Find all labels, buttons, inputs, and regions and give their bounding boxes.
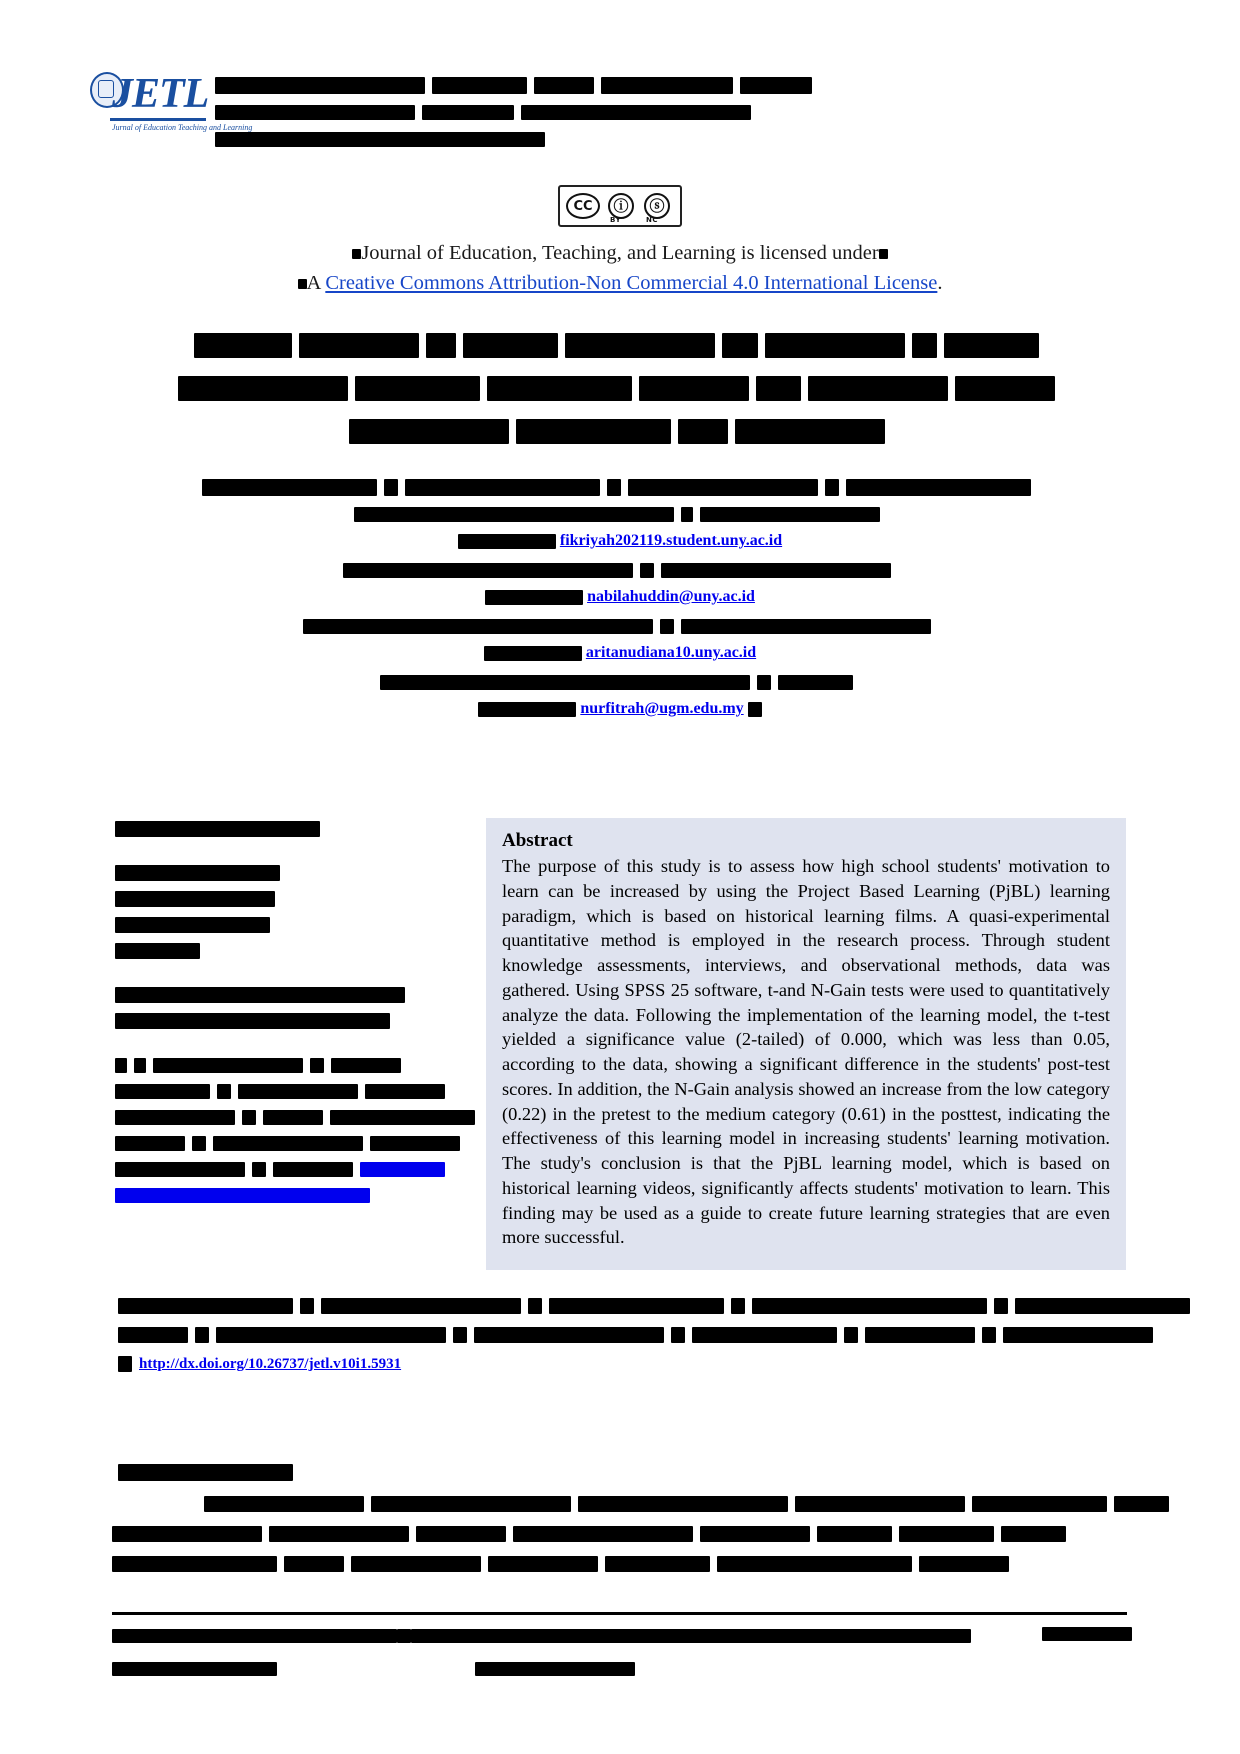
footer-row [112, 1627, 1132, 1645]
affiliation-line [0, 561, 1240, 579]
creative-commons-badge-icon [558, 185, 682, 227]
article-info-line [115, 864, 475, 882]
license-note-line [115, 1082, 475, 1100]
article-info-line [115, 942, 475, 960]
abstract-heading: Abstract [502, 830, 573, 851]
author-email-link[interactable]: nabilahuddin@uny.ac.id [587, 588, 755, 605]
author-email-link[interactable]: fikriyah202119.student.uny.ac.id [559, 532, 783, 549]
logo-wordmark: JETL [112, 71, 209, 117]
author-block [0, 478, 1240, 729]
license-line-1 [0, 242, 1240, 265]
citation-block [118, 1297, 1128, 1384]
jetl-logo [90, 68, 253, 140]
masthead-line [215, 130, 819, 148]
doi-line[interactable] [118, 1355, 1128, 1373]
license-note-line [115, 1108, 475, 1126]
masthead-redacted-text [215, 76, 819, 157]
author-email-link[interactable]: nurfitrah@ugm.edu.my [580, 700, 744, 717]
email-row [0, 700, 1240, 718]
citation-line [118, 1326, 1128, 1344]
license-link-redacted[interactable] [115, 1186, 475, 1204]
introduction-body [112, 1495, 1132, 1585]
intro-line [112, 1495, 1132, 1513]
title-line [0, 333, 1240, 358]
footer-divider [112, 1612, 1127, 1615]
license-note-line [115, 1134, 475, 1152]
journal-masthead [90, 68, 1150, 158]
abstract-box [486, 818, 1126, 1270]
keywords-heading [115, 986, 475, 1004]
license-text-1: Journal of Education, Teaching, and Learning is licensed under [361, 242, 879, 264]
introduction-heading [118, 1463, 293, 1481]
cc-nc-caption: NC [646, 216, 658, 224]
cc-license-link[interactable]: Creative Commons Attribution-Non Commercial 4.0 International License [325, 272, 938, 294]
license-note-line [115, 1056, 475, 1074]
cc-by-caption: BY [610, 216, 622, 224]
cc-nc-icon: ⓢ [644, 193, 670, 219]
email-row [0, 532, 1240, 550]
cc-icon: CC [566, 193, 600, 219]
masthead-line [215, 103, 819, 121]
email-row [0, 644, 1240, 662]
keywords-line [115, 1012, 475, 1030]
article-info-line [115, 916, 475, 934]
logo-rule [110, 118, 206, 121]
citation-line [118, 1297, 1128, 1315]
license-line-2 [0, 272, 1240, 295]
license-prefix-a: A [306, 272, 326, 294]
masthead-line [215, 76, 819, 94]
article-info-column [115, 820, 475, 1212]
logo-subtitle: Jurnal of Education Teaching and Learning [112, 123, 253, 132]
affiliation-line [0, 505, 1240, 523]
title-line [0, 419, 1240, 444]
license-period: . [937, 272, 943, 294]
footer-row-secondary [112, 1660, 1132, 1678]
author-names-line [0, 478, 1240, 496]
intro-line [112, 1525, 1132, 1543]
license-note-line [115, 1160, 475, 1178]
abstract-body: The purpose of this study is to assess how high school students' motivation to learn can be increased by using the Project Based Learning (PjBL) learning paradigm, which is based on historical learning films. A quasi-experimental quantitative method is employed in the research process. Through student knowledge assessments, interviews, and observational methods, data was gathered. Using SPSS 25 software, t-and N-Gain tests were used to quantitatively analyze the data. Following the implementation of the learning model, the t-test yielded a significance value (2-tailed) of 0.000, which was less than 0.05, according to the data, showing a significant difference in the students' post-test scores. In addition, the N-Gain analysis showed an increase from the low category (0.22) in the pretest to the medium category (0.61) in the posttest, indicating the effectiveness of this learning model in increasing students' learning motivation. The study's conclusion is that the PjBL learning model, which is based on historical learning videos, significantly affects students' motivation to learn. This finding may be used as a guide to create future learning strategies that are even more successful. [502, 856, 1110, 1248]
affiliation-line [0, 673, 1240, 691]
affiliation-line [0, 617, 1240, 635]
intro-line [112, 1555, 1132, 1573]
email-row [0, 588, 1240, 606]
page-title [0, 333, 1240, 462]
cc-by-icon: ⓘ [608, 193, 634, 219]
article-info-line [115, 890, 475, 908]
article-info-heading [115, 820, 475, 838]
doi-link[interactable]: http://dx.doi.org/10.26737/jetl.v10i1.5931 [139, 1356, 402, 1372]
author-email-link[interactable]: aritanudiana10.uny.ac.id [585, 644, 757, 661]
title-line [0, 376, 1240, 401]
